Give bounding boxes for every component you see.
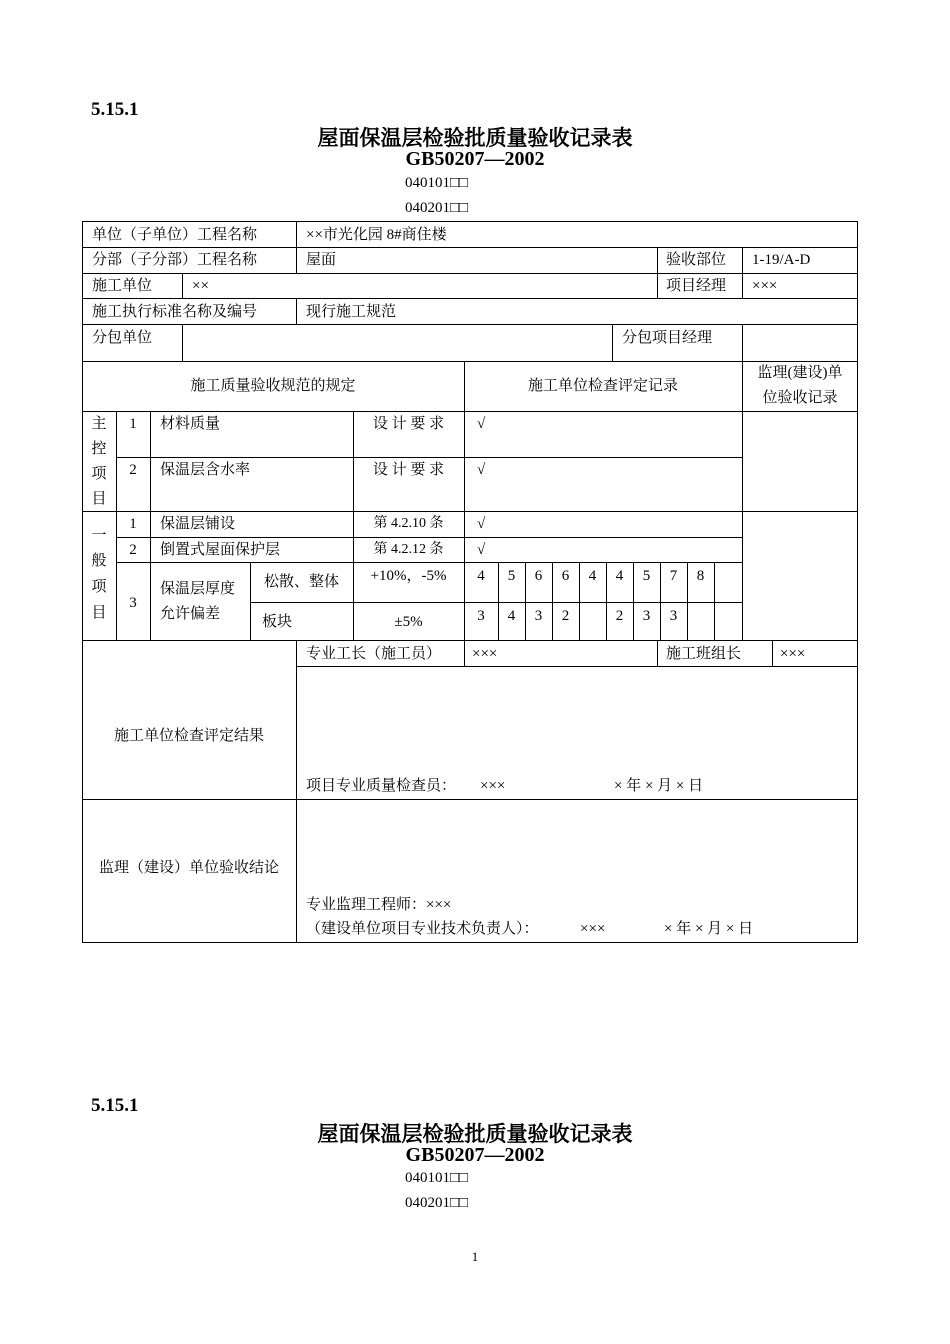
unit-project-name-value: ××市光化园 8#商住楼	[306, 227, 447, 243]
loose-value-cell: 8	[696, 568, 705, 584]
item-requirement: 设 计 要 求	[372, 462, 445, 478]
loose-value-cell: 4	[588, 568, 597, 584]
spec-column-header: 施工质量验收规范的规定	[190, 378, 356, 394]
form-code-2: 040201□□	[405, 200, 469, 216]
quality-inspector-label: 项目专业质量检查员：	[306, 778, 457, 794]
general-items-group-char: 项	[91, 579, 107, 595]
loose-tolerance: +10%，-5%	[370, 568, 447, 584]
main-items-group-char: 控	[91, 441, 107, 457]
loose-value-cell: 6	[561, 568, 570, 584]
team-leader-value: ×××	[780, 646, 806, 662]
supervisor-column-header-line2: 位验收记录	[762, 390, 838, 406]
form-code-1: 040101□□	[405, 1170, 469, 1186]
unit-project-name-label: 单位（子单位）工程名称	[92, 227, 258, 243]
block-label: 板块	[262, 614, 293, 630]
foreman-label: 专业工长（施工员）	[306, 646, 442, 662]
loose-value-cell: 6	[534, 568, 543, 584]
standard-code: GB50207—2002	[405, 1144, 545, 1166]
block-value-cell: 3	[669, 608, 678, 624]
standard-value: 现行施工规范	[306, 304, 397, 320]
subunit-project-name-value: 屋面	[306, 252, 337, 268]
acceptance-part-label: 验收部位	[666, 252, 727, 268]
form-title: 屋面保温层检验批质量验收记录表	[317, 1122, 633, 1146]
foreman-value: ×××	[472, 646, 498, 662]
standard-label: 施工执行标准名称及编号	[92, 304, 258, 320]
contractor-label: 施工单位	[92, 278, 153, 294]
general-items-group-char: 般	[91, 553, 107, 569]
item-check-mark: √	[477, 516, 486, 532]
standard-code: GB50207—2002	[405, 148, 545, 170]
project-manager-label: 项目经理	[666, 278, 727, 294]
item-name: 倒置式屋面保护层	[160, 542, 281, 558]
block-value-cell: 3	[642, 608, 651, 624]
item-name: 保温层含水率	[160, 462, 251, 478]
item-number: 1	[129, 516, 137, 532]
general-items-group-char: 一	[91, 528, 107, 544]
main-items-group-char: 项	[91, 466, 107, 482]
form-code-1: 040101□□	[405, 175, 469, 191]
item-check-mark: √	[477, 416, 486, 432]
item-requirement: 第 4.2.10 条	[373, 516, 444, 531]
record-column-header: 施工单位检查评定记录	[527, 378, 678, 394]
section-number: 5.15.1	[91, 99, 139, 120]
block-value-cell: 3	[534, 608, 543, 624]
form-title: 屋面保温层检验批质量验收记录表	[317, 126, 633, 150]
block-value-cell: 2	[561, 608, 570, 624]
item-number: 2	[129, 542, 137, 558]
general-items-group-char: 目	[91, 605, 107, 621]
item-number: 2	[129, 462, 137, 478]
block-value-cell: 4	[507, 608, 516, 624]
subcontractor-label: 分包单位	[92, 330, 153, 346]
project-manager-value: ×××	[752, 278, 778, 294]
page-number: 1	[471, 1249, 479, 1264]
supervision-conclusion-label: 监理（建设）单位验收结论	[98, 860, 279, 876]
contractor-result-label: 施工单位检查评定结果	[113, 728, 264, 744]
supervisor-column-header-line1: 监理(建设)单	[757, 365, 843, 381]
item-requirement: 设 计 要 求	[372, 416, 445, 432]
contractor-value: ××	[192, 278, 209, 294]
acceptance-part-value: 1-19/A-D	[752, 252, 811, 268]
item-check-mark: √	[477, 462, 486, 478]
item-name: 材料质量	[160, 416, 221, 432]
item-number: 3	[129, 595, 137, 611]
item-requirement: 第 4.2.12 条	[373, 542, 444, 557]
loose-label: 松散、整体	[263, 574, 339, 590]
main-items-group-char: 主	[91, 416, 107, 432]
form-code-2: 040201□□	[405, 1195, 469, 1211]
loose-value-cell: 5	[642, 568, 651, 584]
deviation-name-line2: 允许偏差	[160, 606, 221, 622]
subunit-project-name-label: 分部（子分部）工程名称	[92, 252, 258, 268]
loose-value-cell: 4	[615, 568, 624, 584]
supervising-engineer: 专业监理工程师：×××	[306, 897, 452, 913]
item-number: 1	[129, 416, 137, 432]
deviation-name-line1: 保温层厚度	[160, 581, 236, 597]
supervision-date: × 年 × 月 × 日	[664, 921, 754, 937]
quality-inspector-value: ×××	[480, 778, 506, 794]
inspection-date: × 年 × 月 × 日	[614, 778, 704, 794]
block-value-cell: 3	[477, 608, 485, 624]
team-leader-label: 施工班组长	[666, 646, 742, 662]
block-tolerance: ±5%	[394, 614, 423, 630]
owner-tech-lead-label: （建设单位项目专业技术负责人）：	[306, 921, 539, 937]
loose-value-cell: 4	[477, 568, 485, 584]
item-name: 保温层铺设	[160, 516, 236, 532]
owner-tech-lead-value: ×××	[580, 921, 606, 937]
subcontractor-pm-label: 分包项目经理	[622, 330, 713, 346]
inspection-form-table	[82, 221, 858, 943]
loose-value-cell: 7	[669, 568, 678, 584]
block-value-cell: 2	[615, 608, 624, 624]
loose-value-cell: 5	[507, 568, 516, 584]
section-number: 5.15.1	[91, 1095, 139, 1116]
main-items-group-char: 目	[91, 491, 107, 507]
item-check-mark: √	[477, 542, 486, 558]
